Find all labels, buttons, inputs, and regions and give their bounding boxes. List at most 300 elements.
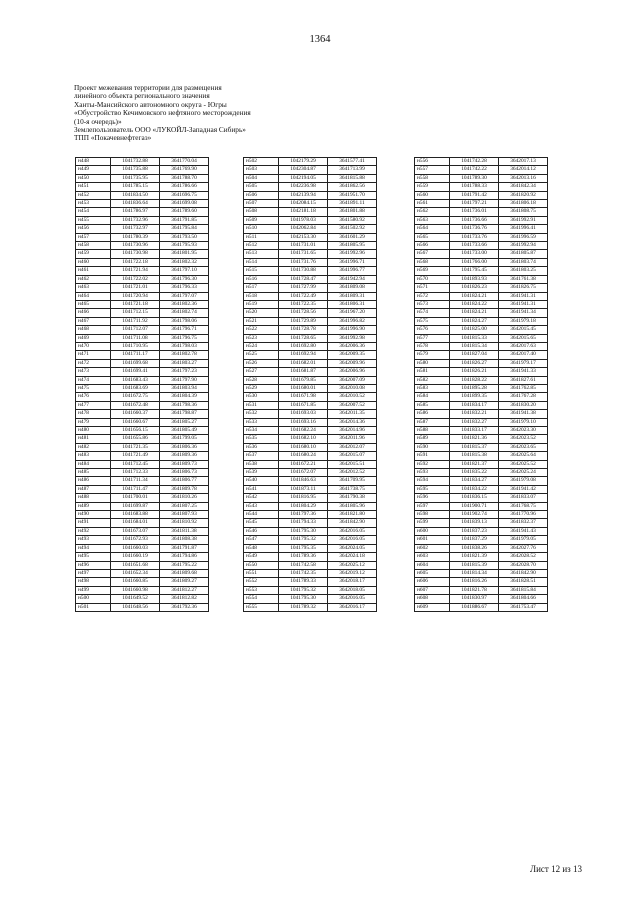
table-row	[76, 603, 209, 611]
x-coordinate-cell: 1041672.93	[111, 536, 160, 544]
table-row	[76, 292, 209, 300]
point-id-cell: н453	[76, 200, 111, 208]
table-row	[76, 418, 209, 426]
point-id-cell: н587	[415, 418, 450, 426]
x-coordinate-cell: 1041720.94	[111, 292, 160, 300]
x-coordinate-cell: 1041730.96	[111, 242, 160, 250]
header-line: ТПП «Покачевнефтегаз»	[74, 133, 152, 143]
y-coordinate-cell: 3641795.93	[160, 242, 209, 250]
y-coordinate-cell: 3641798.87	[160, 410, 209, 418]
x-coordinate-cell: 1041846.63	[279, 477, 328, 485]
point-id-cell: н485	[76, 469, 111, 477]
y-coordinate-cell: 3642009.96	[328, 359, 377, 367]
table-row	[76, 225, 209, 233]
header-line: линейного объекта регионального значения	[74, 91, 210, 101]
table-row	[415, 553, 548, 561]
x-coordinate-cell: 1041673.07	[111, 527, 160, 535]
table-row	[244, 309, 377, 317]
table-row	[76, 216, 209, 224]
point-id-cell: н514	[244, 258, 279, 266]
y-coordinate-cell: 3642017.40	[499, 351, 548, 359]
point-id-cell: н561	[415, 200, 450, 208]
x-coordinate-cell: 1041780.39	[111, 233, 160, 241]
x-coordinate-cell: 1041699.68	[111, 359, 160, 367]
page-number: 1364	[309, 34, 331, 45]
y-coordinate-cell: 3641806.18	[499, 200, 548, 208]
x-coordinate-cell: 1041699.87	[111, 502, 160, 510]
point-id-cell: н504	[244, 174, 279, 182]
y-coordinate-cell: 3641809.68	[160, 569, 209, 577]
table-row	[415, 586, 548, 594]
document-header	[74, 84, 251, 143]
y-coordinate-cell: 3641809.73	[160, 460, 209, 468]
y-coordinate-cell: 3641809.31	[328, 292, 377, 300]
x-coordinate-cell: 1041731.76	[279, 258, 328, 266]
point-id-cell: н497	[76, 569, 111, 577]
x-coordinate-cell: 1041683.43	[111, 376, 160, 384]
y-coordinate-cell: 3641828.51	[499, 578, 548, 586]
table-row	[244, 183, 377, 191]
y-coordinate-cell: 3641830.20	[499, 401, 548, 409]
y-coordinate-cell: 3642017.63	[499, 342, 548, 350]
y-coordinate-cell: 3641770.04	[160, 158, 209, 166]
point-id-cell: н475	[76, 384, 111, 392]
point-id-cell: н496	[76, 561, 111, 569]
y-coordinate-cell: 3641979.08	[499, 477, 548, 485]
x-coordinate-cell: 1041733.76	[450, 233, 499, 241]
y-coordinate-cell: 3641996.82	[328, 317, 377, 325]
x-coordinate-cell: 1041733.66	[450, 242, 499, 250]
table-row	[76, 309, 209, 317]
table-row	[76, 368, 209, 376]
point-id-cell: н576	[415, 326, 450, 334]
table-row	[415, 519, 548, 527]
y-coordinate-cell: 3641809.78	[160, 485, 209, 493]
x-coordinate-cell: 1041712.15	[111, 309, 160, 317]
x-coordinate-cell: 1042084.15	[279, 200, 328, 208]
point-id-cell: н540	[244, 477, 279, 485]
y-coordinate-cell: 3641996.77	[328, 267, 377, 275]
x-coordinate-cell: 1041649.52	[111, 595, 160, 603]
table-row	[76, 527, 209, 535]
table-row	[415, 317, 548, 325]
table-row	[76, 284, 209, 292]
table-row	[415, 326, 548, 334]
point-id-cell: н584	[415, 393, 450, 401]
point-id-cell: н566	[415, 242, 450, 250]
y-coordinate-cell: 3641788.70	[160, 174, 209, 182]
x-coordinate-cell: 1041804.29	[279, 502, 328, 510]
y-coordinate-cell: 3641795.22	[160, 561, 209, 569]
y-coordinate-cell: 3641809.36	[160, 452, 209, 460]
table-row	[244, 216, 377, 224]
header-line: Ханты-Мансийского автономного округа - Югры	[74, 99, 227, 109]
table-row	[244, 569, 377, 577]
table-row	[76, 469, 209, 477]
x-coordinate-cell: 1041735.88	[111, 166, 160, 174]
x-coordinate-cell: 1041711.34	[111, 477, 160, 485]
point-id-cell: н592	[415, 460, 450, 468]
point-id-cell: н552	[244, 578, 279, 586]
point-id-cell: н523	[244, 334, 279, 342]
table-row	[76, 427, 209, 435]
y-coordinate-cell: 3641801.88	[328, 208, 377, 216]
x-coordinate-cell: 1041712.45	[111, 460, 160, 468]
x-coordinate-cell: 1041815.39	[450, 561, 499, 569]
point-id-cell: н528	[244, 376, 279, 384]
point-id-cell: н589	[415, 435, 450, 443]
x-coordinate-cell: 1041837.29	[450, 536, 499, 544]
y-coordinate-cell: 3642023.65	[499, 443, 548, 451]
table-row	[76, 544, 209, 552]
table-row	[76, 233, 209, 241]
x-coordinate-cell: 1041700.01	[111, 494, 160, 502]
y-coordinate-cell: 3642015.65	[499, 334, 548, 342]
x-coordinate-cell: 1041735.95	[111, 174, 160, 182]
point-id-cell: н488	[76, 494, 111, 502]
y-coordinate-cell: 3642014.12	[499, 166, 548, 174]
table-row	[415, 368, 548, 376]
table-row	[76, 317, 209, 325]
y-coordinate-cell: 3641805.87	[499, 250, 548, 258]
x-coordinate-cell: 1041834.17	[450, 401, 499, 409]
table-row	[76, 401, 209, 409]
table-row	[415, 267, 548, 275]
point-id-cell: н603	[415, 553, 450, 561]
y-coordinate-cell: 3642018.05	[328, 586, 377, 594]
point-id-cell: н600	[415, 527, 450, 535]
y-coordinate-cell: 3641801.95	[160, 250, 209, 258]
y-coordinate-cell: 3641941.31	[499, 300, 548, 308]
y-coordinate-cell: 3641768.75	[499, 502, 548, 510]
point-id-cell: н491	[76, 519, 111, 527]
x-coordinate-cell: 1041683.88	[111, 511, 160, 519]
x-coordinate-cell: 1041656.15	[111, 427, 160, 435]
x-coordinate-cell: 1042194.05	[279, 174, 328, 182]
x-coordinate-cell: 1041721.94	[111, 267, 160, 275]
table-row	[244, 519, 377, 527]
point-id-cell: н532	[244, 410, 279, 418]
point-id-cell: н538	[244, 460, 279, 468]
point-id-cell: н580	[415, 359, 450, 367]
table-row	[244, 401, 377, 409]
x-coordinate-cell: 1041721.18	[111, 300, 160, 308]
y-coordinate-cell: 3641979.17	[499, 359, 548, 367]
table-row	[415, 452, 548, 460]
x-coordinate-cell: 1041651.68	[111, 561, 160, 569]
point-id-cell: н509	[244, 216, 279, 224]
point-id-cell: н564	[415, 225, 450, 233]
point-id-cell: н479	[76, 418, 111, 426]
x-coordinate-cell: 1041692.80	[279, 342, 328, 350]
x-coordinate-cell: 1041899.35	[450, 393, 499, 401]
x-coordinate-cell: 1041788.33	[450, 183, 499, 191]
table-row	[415, 258, 548, 266]
x-coordinate-cell: 1041693.16	[279, 418, 328, 426]
x-coordinate-cell: 1041728.78	[279, 326, 328, 334]
table-row	[415, 359, 548, 367]
y-coordinate-cell: 3641791.85	[160, 216, 209, 224]
table-row	[415, 477, 548, 485]
x-coordinate-cell: 1041902.74	[450, 511, 499, 519]
point-id-cell: н553	[244, 586, 279, 594]
table-row	[244, 578, 377, 586]
x-coordinate-cell: 1041680.01	[279, 384, 328, 392]
point-id-cell: н516	[244, 275, 279, 283]
point-id-cell: н527	[244, 368, 279, 376]
y-coordinate-cell: 3641699.08	[160, 200, 209, 208]
x-coordinate-cell: 1041736.01	[450, 208, 499, 216]
x-coordinate-cell: 1041722.02	[111, 275, 160, 283]
x-coordinate-cell: 1041679.85	[279, 376, 328, 384]
point-id-cell: н474	[76, 376, 111, 384]
point-id-cell: н499	[76, 586, 111, 594]
y-coordinate-cell: 3641842.34	[499, 183, 548, 191]
x-coordinate-cell: 1041832.27	[450, 418, 499, 426]
x-coordinate-cell: 1041712.07	[111, 326, 160, 334]
x-coordinate-cell: 1041722.18	[111, 258, 160, 266]
x-coordinate-cell: 1041721.01	[111, 284, 160, 292]
y-coordinate-cell: 3641805.95	[328, 242, 377, 250]
x-coordinate-cell: 1041648.56	[111, 603, 160, 611]
table-row	[415, 166, 548, 174]
table-row	[244, 595, 377, 603]
point-id-cell: н594	[415, 477, 450, 485]
x-coordinate-cell: 1041824.27	[450, 317, 499, 325]
point-id-cell: н500	[76, 595, 111, 603]
table-row	[244, 427, 377, 435]
point-id-cell: н513	[244, 250, 279, 258]
table-row	[415, 544, 548, 552]
x-coordinate-cell: 1041833.17	[450, 427, 499, 435]
x-coordinate-cell: 1041712.33	[111, 469, 160, 477]
point-id-cell: н563	[415, 216, 450, 224]
y-coordinate-cell: 3641713.99	[328, 166, 377, 174]
x-coordinate-cell: 1041732.96	[111, 216, 160, 224]
coordinates-table-1	[75, 157, 209, 612]
x-coordinate-cell: 1041711.08	[111, 334, 160, 342]
point-id-cell: н579	[415, 351, 450, 359]
y-coordinate-cell: 3641696.75	[160, 191, 209, 199]
point-id-cell: н456	[76, 225, 111, 233]
point-id-cell: н562	[415, 208, 450, 216]
table-row	[76, 384, 209, 392]
point-id-cell: н468	[76, 326, 111, 334]
header-line: «Обустройство Кечимовского нефтяного месторождения	[74, 108, 251, 118]
x-coordinate-cell: 1041832.21	[450, 410, 499, 418]
table-row	[244, 544, 377, 552]
point-id-cell: н498	[76, 578, 111, 586]
point-id-cell: н568	[415, 258, 450, 266]
x-coordinate-cell: 1041826.27	[450, 359, 499, 367]
table-row	[415, 191, 548, 199]
point-id-cell: н476	[76, 393, 111, 401]
y-coordinate-cell: 3641807.25	[160, 502, 209, 510]
point-id-cell: н549	[244, 553, 279, 561]
x-coordinate-cell: 1041900.71	[450, 502, 499, 510]
point-id-cell: н567	[415, 250, 450, 258]
y-coordinate-cell: 3641789.60	[160, 208, 209, 216]
y-coordinate-cell: 3641761.38	[499, 275, 548, 283]
table-row	[244, 368, 377, 376]
x-coordinate-cell: 1041730.98	[111, 250, 160, 258]
table-row	[76, 258, 209, 266]
point-id-cell: н572	[415, 292, 450, 300]
point-id-cell: н508	[244, 208, 279, 216]
y-coordinate-cell: 3642017.13	[499, 158, 548, 166]
y-coordinate-cell: 3641580.92	[328, 216, 377, 224]
x-coordinate-cell: 1041789.33	[279, 578, 328, 586]
y-coordinate-cell: 3641806.31	[328, 300, 377, 308]
point-id-cell: н557	[415, 166, 450, 174]
y-coordinate-cell: 3641753.47	[499, 603, 548, 611]
table-row	[76, 267, 209, 275]
table-row	[415, 595, 548, 603]
x-coordinate-cell: 1041682.24	[279, 427, 328, 435]
y-coordinate-cell: 3641942.94	[328, 275, 377, 283]
x-coordinate-cell: 1041830.97	[450, 595, 499, 603]
y-coordinate-cell: 3641842.90	[328, 519, 377, 527]
point-id-cell: н595	[415, 485, 450, 493]
point-id-cell: н596	[415, 494, 450, 502]
table-row	[415, 309, 548, 317]
point-id-cell: н535	[244, 435, 279, 443]
point-id-cell: н591	[415, 452, 450, 460]
point-id-cell: н548	[244, 544, 279, 552]
table-row	[415, 401, 548, 409]
point-id-cell: н581	[415, 368, 450, 376]
y-coordinate-cell: 3641762.85	[499, 384, 548, 392]
y-coordinate-cell: 3641842.90	[499, 569, 548, 577]
x-coordinate-cell: 1041826.23	[450, 284, 499, 292]
x-coordinate-cell: 1041795.30	[279, 595, 328, 603]
x-coordinate-cell: 1041834.50	[111, 191, 160, 199]
header-line: (10-я очередь)»	[74, 116, 122, 126]
point-id-cell: н529	[244, 384, 279, 392]
x-coordinate-cell: 1041660.98	[111, 586, 160, 594]
y-coordinate-cell: 3641808.38	[160, 536, 209, 544]
point-id-cell: н507	[244, 200, 279, 208]
y-coordinate-cell: 3641996.59	[499, 233, 548, 241]
point-id-cell: н464	[76, 292, 111, 300]
y-coordinate-cell: 3642024.05	[328, 544, 377, 552]
x-coordinate-cell: 1041978.03	[279, 216, 328, 224]
table-row	[244, 494, 377, 502]
point-id-cell: н478	[76, 410, 111, 418]
point-id-cell: н605	[415, 569, 450, 577]
y-coordinate-cell: 3641807.93	[160, 511, 209, 519]
y-coordinate-cell: 3642023.30	[499, 427, 548, 435]
point-id-cell: н544	[244, 511, 279, 519]
y-coordinate-cell: 3642027.76	[499, 544, 548, 552]
point-id-cell: н489	[76, 502, 111, 510]
y-coordinate-cell: 3641891.11	[328, 200, 377, 208]
x-coordinate-cell: 1041730.88	[279, 267, 328, 275]
point-id-cell: н480	[76, 427, 111, 435]
table-row	[76, 485, 209, 493]
table-row	[244, 342, 377, 350]
y-coordinate-cell: 3642012.07	[328, 443, 377, 451]
x-coordinate-cell: 1042062.84	[279, 225, 328, 233]
y-coordinate-cell: 3641770.96	[499, 511, 548, 519]
table-row	[244, 586, 377, 594]
table-row	[415, 393, 548, 401]
x-coordinate-cell: 1041729.89	[279, 317, 328, 325]
table-row	[244, 267, 377, 275]
point-id-cell: н503	[244, 166, 279, 174]
table-row	[244, 275, 377, 283]
point-id-cell: н449	[76, 166, 111, 174]
table-row	[76, 275, 209, 283]
x-coordinate-cell: 1041731.65	[279, 250, 328, 258]
y-coordinate-cell: 3641992.91	[499, 216, 548, 224]
x-coordinate-cell: 1041795.30	[279, 527, 328, 535]
y-coordinate-cell: 3641796.30	[160, 275, 209, 283]
x-coordinate-cell: 1041652.34	[111, 569, 160, 577]
y-coordinate-cell: 3642011.35	[328, 410, 377, 418]
table-row	[244, 300, 377, 308]
x-coordinate-cell: 1041893.93	[450, 275, 499, 283]
x-coordinate-cell: 1041742.22	[450, 166, 499, 174]
y-coordinate-cell: 3641809.27	[160, 578, 209, 586]
point-id-cell: н542	[244, 494, 279, 502]
table-row	[244, 166, 377, 174]
point-id-cell: н570	[415, 275, 450, 283]
y-coordinate-cell: 3642019.12	[328, 569, 377, 577]
point-id-cell: н459	[76, 250, 111, 258]
y-coordinate-cell: 3641803.94	[160, 384, 209, 392]
point-id-cell: н556	[415, 158, 450, 166]
point-id-cell: н452	[76, 191, 111, 199]
table-row	[415, 284, 548, 292]
table-row	[244, 418, 377, 426]
y-coordinate-cell: 3641577.41	[328, 158, 377, 166]
x-coordinate-cell: 1041795.32	[279, 586, 328, 594]
y-coordinate-cell: 3642007.52	[328, 401, 377, 409]
y-coordinate-cell: 3641806.36	[160, 443, 209, 451]
point-id-cell: н458	[76, 242, 111, 250]
point-id-cell: н524	[244, 342, 279, 350]
y-coordinate-cell: 3642023.52	[499, 435, 548, 443]
x-coordinate-cell: 1041672.21	[279, 460, 328, 468]
y-coordinate-cell: 3641979.18	[499, 317, 548, 325]
y-coordinate-cell: 3642006.96	[328, 368, 377, 376]
point-id-cell: н525	[244, 351, 279, 359]
y-coordinate-cell: 3642025.24	[499, 469, 548, 477]
x-coordinate-cell: 1041722.49	[279, 292, 328, 300]
point-id-cell: н554	[244, 595, 279, 603]
table-row	[415, 561, 548, 569]
point-id-cell: н541	[244, 485, 279, 493]
x-coordinate-cell: 1041692.94	[279, 351, 328, 359]
table-row	[76, 200, 209, 208]
y-coordinate-cell: 3642025.12	[328, 561, 377, 569]
x-coordinate-cell: 1041766.00	[450, 258, 499, 266]
coordinates-table-3	[414, 157, 548, 612]
coordinates-table-2	[243, 157, 377, 612]
point-id-cell: н547	[244, 536, 279, 544]
x-coordinate-cell: 1041824.21	[450, 309, 499, 317]
x-coordinate-cell: 1041836.15	[450, 494, 499, 502]
table-row	[244, 292, 377, 300]
point-id-cell: н551	[244, 569, 279, 577]
point-id-cell: н481	[76, 435, 111, 443]
x-coordinate-cell: 1041682.10	[279, 435, 328, 443]
y-coordinate-cell: 3641797.90	[160, 376, 209, 384]
point-id-cell: н601	[415, 536, 450, 544]
x-coordinate-cell: 1041660.03	[111, 544, 160, 552]
point-id-cell: н462	[76, 275, 111, 283]
